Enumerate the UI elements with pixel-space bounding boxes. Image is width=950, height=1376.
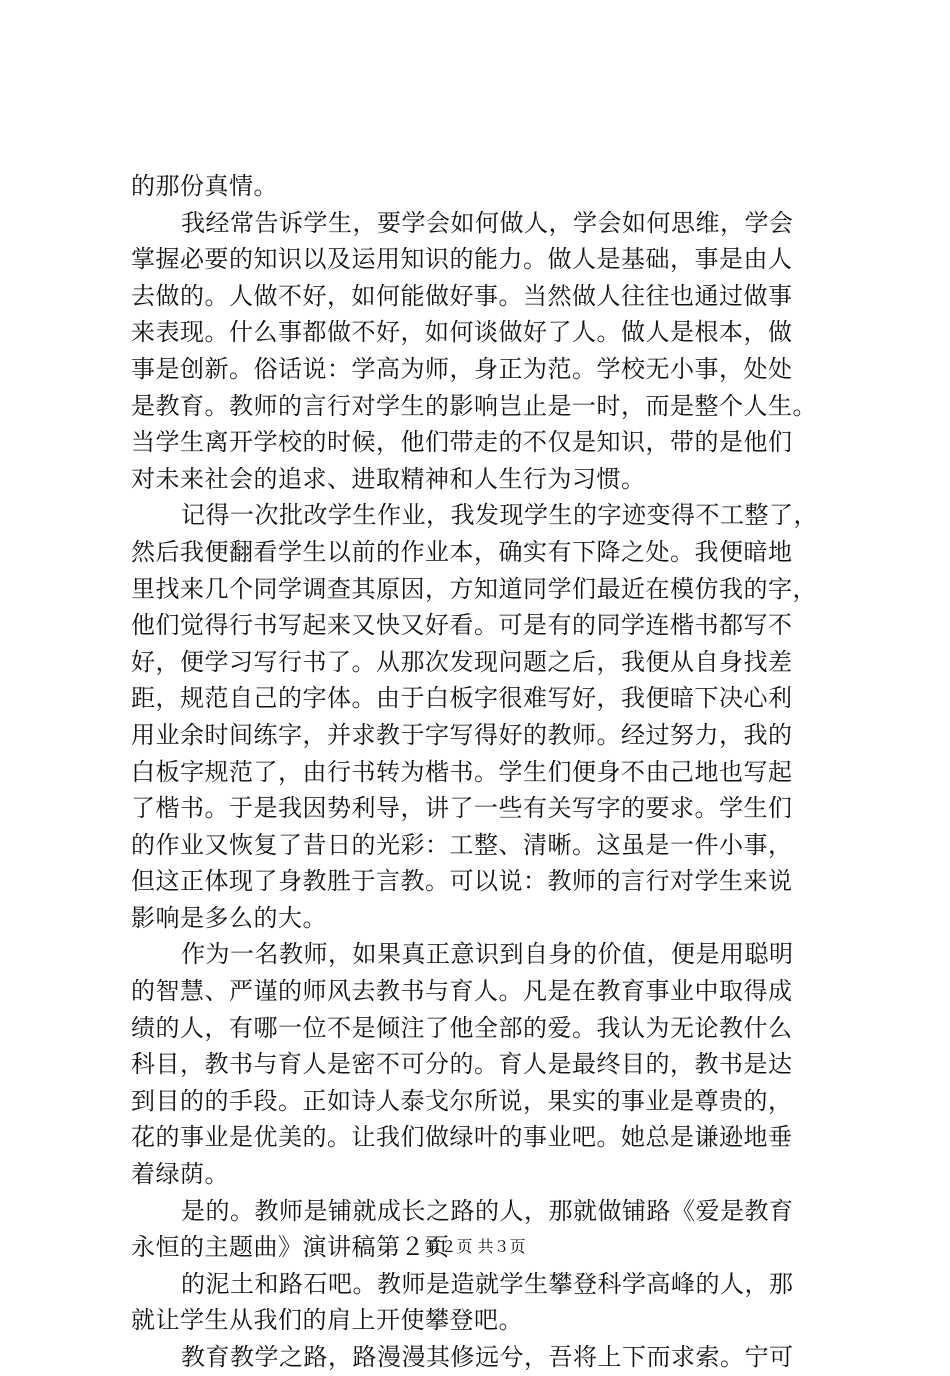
text-line: 的那份真情。	[131, 172, 278, 200]
text-line: 教育教学之路，路漫漫其修远兮，吾将上下而求索。宁可	[181, 1343, 794, 1371]
text-line: 事是创新。俗话说：学高为师，身正为范。学校无小事，处处	[131, 354, 793, 383]
text-line: 影响是多么的大。	[131, 903, 327, 932]
text-line: 作为一名教师，如果真正意识到自身的价值，便是用聪明	[181, 940, 794, 969]
text-line: 当学生离开学校的时候，他们带走的不仅是知识，带的是他们	[131, 428, 793, 457]
text-line: 距，规范自己的字体。由于白板字很难写好，我便暗下决心利	[131, 684, 793, 713]
page-footer: 第２页 共３页	[424, 1237, 526, 1256]
text-line: 到目的的手段。正如诗人泰戈尔所说，果实的事业是尊贵的，	[131, 1086, 793, 1115]
text-line: 科目，教书与育人是密不可分的。育人是最终目的，教书是达	[131, 1050, 793, 1079]
text-line: 了楷书。于是我因势利导，讲了一些有关写字的要求。学生们	[131, 794, 793, 823]
text-line: 记得一次批改学生作业，我发现学生的字迹变得不工整了，	[181, 501, 818, 530]
text-line: 然后我便翻看学生以前的作业本，确实有下降之处。我便暗地	[131, 537, 793, 566]
text-line: 但这正体现了身教胜于言教。可以说：教师的言行对学生来说	[131, 867, 793, 896]
text-line: 对未来社会的追求、进取精神和人生行为习惯。	[131, 464, 646, 493]
text-line: 着绿荫。	[131, 1160, 229, 1189]
text-line: 是教育。教师的言行对学生的影响岂止是一时，而是整个人生。	[131, 391, 817, 420]
text-line: 的智慧、严谨的师风去教书与育人。凡是在教育事业中取得成	[131, 977, 793, 1006]
text-line: 去做的。人做不好，如何能做好事。当然做人往往也通过做事	[131, 281, 793, 310]
text-line: 花的事业是优美的。让我们做绿叶的事业吧。她总是谦逊地垂	[131, 1123, 793, 1152]
text-line: 我经常告诉学生，要学会如何做人，学会如何思维，学会	[181, 208, 794, 237]
text-line: 绩的人，有哪一位不是倾注了他全部的爱。我认为无论教什么	[131, 1013, 793, 1042]
text-line: 永恒的主题曲》演讲稿第２页	[131, 1233, 450, 1262]
text-line: 好，便学习写行书了。从那次发现问题之后，我便从自身找差	[131, 647, 793, 676]
text-line: 用业余时间练字，并求教于字写得好的教师。经过努力，我的	[131, 720, 793, 749]
text-line: 的泥土和路石吧。教师是造就学生攀登科学高峰的人，那	[181, 1269, 794, 1298]
text-line: 就让学生从我们的肩上开使攀登吧。	[131, 1306, 523, 1335]
text-line: 是的。教师是铺就成长之路的人，那就做铺路《爱是教育	[181, 1196, 794, 1225]
text-line: 他们觉得行书写起来又快又好看。可是有的同学连楷书都写不	[131, 611, 793, 640]
text-line: 里找来几个同学调查其原因，方知道同学们最近在模仿我的字，	[131, 574, 817, 603]
text-line: 的作业又恢复了昔日的光彩：工整、清晰。这虽是一件小事，	[131, 830, 793, 859]
text-line: 掌握必要的知识以及运用知识的能力。做人是基础，事是由人	[131, 245, 793, 274]
text-line: 白板字规范了，由行书转为楷书。学生们便身不由己地也写起	[131, 757, 793, 786]
document-body	[131, 168, 831, 1376]
text-line: 来表现。什么事都做不好，如何谈做好了人。做人是根本，做	[131, 318, 793, 347]
